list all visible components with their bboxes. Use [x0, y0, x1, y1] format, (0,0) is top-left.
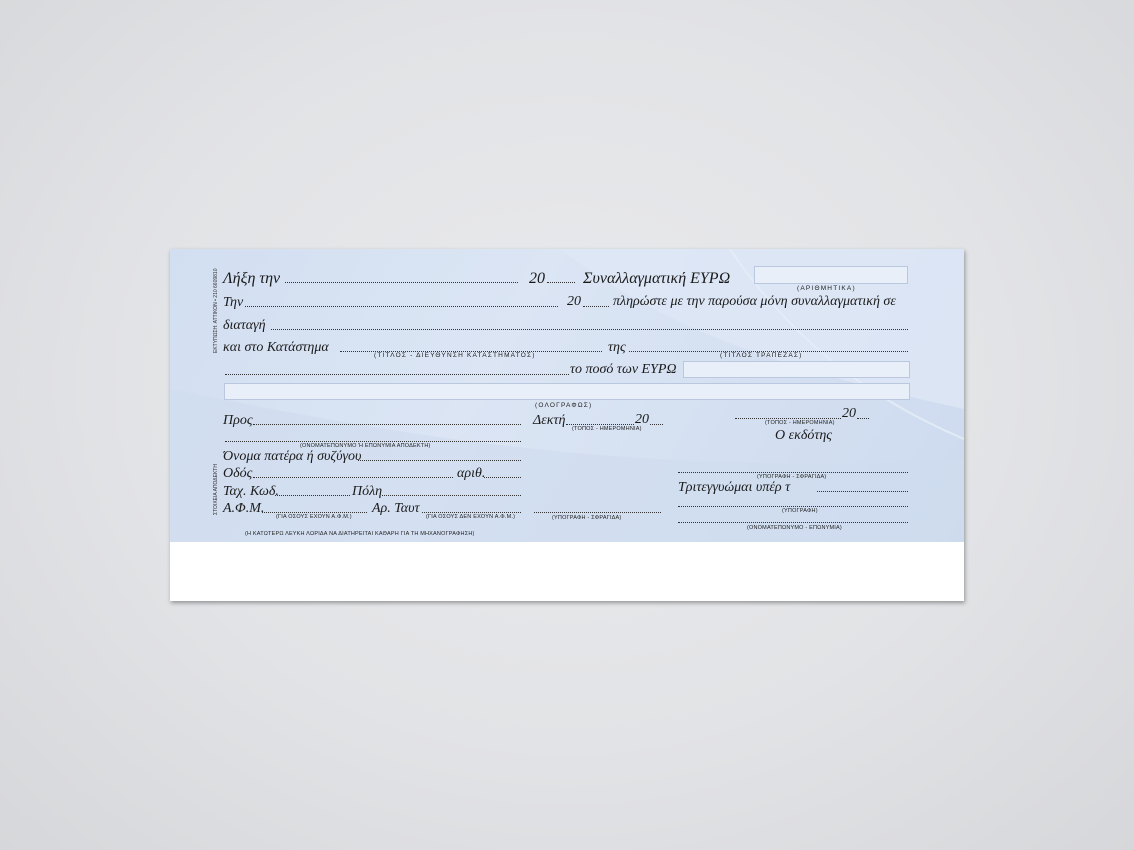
- amount-words-box[interactable]: [224, 383, 910, 400]
- to-label: Προς: [223, 413, 253, 428]
- bottom-note: (Η ΚΑΤΩΤΕΡΩ ΛΕΥΚΗ ΛΩΡΙΔΑ ΝΑ ΔΙΑΤΗΡΕΙΤΑΙ ΚΑΘΑΡΗ ΓΙΑ ΤΗ ΜΗΧΑΝΟΓΡΑΦΗΣΗ): [245, 531, 475, 537]
- acceptance-place-field[interactable]: [566, 424, 634, 425]
- machine-strip: [170, 542, 964, 601]
- amount-words-caption: (ΟΛΟΓΡΑΦΩΣ): [535, 402, 593, 409]
- bank-caption: (ΤΙΤΛΟΣ ΤΡΑΠΕΖΑΣ): [720, 352, 803, 359]
- acceptance-year: 20: [635, 412, 649, 427]
- amount-box[interactable]: [683, 361, 910, 378]
- payee-name-field[interactable]: [225, 441, 521, 442]
- amount-numeric-box[interactable]: [754, 266, 908, 284]
- afm-field[interactable]: [262, 512, 367, 513]
- guarantor-name-caption: (ΟΝΟΜΑΤΕΠΩΝΥΜΟ - ΕΠΩΝΥΜΙΑ): [747, 525, 842, 531]
- number-field[interactable]: [484, 477, 521, 478]
- afm-label: Α.Φ.Μ.: [223, 501, 265, 516]
- pay-date-label: Την: [223, 295, 244, 310]
- acceptance-signature-caption: (ΥΠΟΓΡΑΦΗ - ΣΦΡΑΓΙΔΑ): [552, 515, 622, 521]
- bill-of-exchange-form: [170, 249, 964, 601]
- id-label: Αρ. Ταυτ: [372, 501, 420, 516]
- number-label: αριθ.: [457, 466, 486, 481]
- afm-caption: (ΓΙΑ ΟΣΟΥΣ ΕΧΟΥΝ Α.Φ.Μ.): [276, 514, 352, 520]
- bank-label: της: [608, 340, 626, 355]
- guarantor-field[interactable]: [817, 491, 908, 492]
- pay-instruction-text: πληρώστε με την παρούσα μόνη συναλλαγματική σε: [613, 294, 896, 309]
- pay-year-field[interactable]: [583, 306, 609, 307]
- to-field[interactable]: [253, 424, 521, 425]
- guarantor-signature-caption: (ΥΠΟΓΡΑΦΗ): [782, 508, 818, 514]
- issuer-signature-field[interactable]: [678, 472, 908, 473]
- postal-field[interactable]: [275, 495, 350, 496]
- father-label: Όνομα πατέρα ή συζύγου: [223, 449, 362, 464]
- id-caption: (ΓΙΑ ΟΣΟΥΣ ΔΕΝ ΕΧΟΥΝ Α.Φ.Μ.): [426, 514, 516, 520]
- acceptance-signature-field[interactable]: [534, 512, 661, 513]
- pay-date-field[interactable]: [245, 306, 558, 307]
- guarantor-name-field[interactable]: [678, 522, 908, 523]
- payee-caption: (ΟΝΟΜΑΤΕΠΩΝΥΜΟ Ή ΕΠΩΝΥΜΙΑ ΑΠΟΔΕΚΤΗ): [300, 443, 431, 449]
- issue-place-field[interactable]: [735, 418, 841, 419]
- store-caption: (ΤΙΤΛΟΣ - ΔΙΕΥΘΥΝΣΗ ΚΑΤΑΣΤΗΜΑΤΟΣ): [374, 352, 536, 359]
- issue-year: 20: [842, 406, 856, 421]
- maturity-year: 20: [529, 270, 545, 287]
- guarantor-label: Τριτεγγυώμαι υπέρ τ: [678, 480, 791, 495]
- amount-label: το ποσό των ΕΥΡΩ: [570, 362, 677, 377]
- pay-year: 20: [567, 294, 581, 309]
- issuer-label: Ο εκδότης: [775, 428, 832, 443]
- father-field[interactable]: [358, 460, 521, 461]
- issue-year-field[interactable]: [857, 418, 869, 419]
- amount-words-prefix-field[interactable]: [225, 374, 569, 375]
- street-label: Οδός: [223, 466, 253, 481]
- street-field[interactable]: [253, 477, 453, 478]
- acceptance-label: Δεκτή: [533, 413, 566, 428]
- maturity-label: Λήξη την: [223, 270, 281, 287]
- form-blue-area: [170, 249, 964, 542]
- store-label: και στο Κατάστημα: [223, 340, 329, 355]
- issuer-signature-caption: (ΥΠΟΓΡΑΦΗ - ΣΦΡΑΓΙΔΑ): [757, 474, 827, 480]
- city-field[interactable]: [382, 495, 521, 496]
- side-payee-text: ΣΤΟΙΧΕΙΑ ΑΠΟΔΕΚΤΗ: [213, 464, 219, 515]
- acceptance-place-caption: (ΤΟΠΟΣ - ΗΜΕΡΟΜΗΝΙΑ): [572, 426, 642, 432]
- side-printer-text: ΕΚΤΥΠΩΣΗ: ΑΤΤΙΚΟΝ • 210 6609810: [213, 268, 219, 353]
- maturity-year-field[interactable]: [547, 282, 575, 283]
- id-field[interactable]: [422, 512, 521, 513]
- order-label: διαταγή: [223, 318, 266, 333]
- amount-numeric-caption: (ΑΡΙΘΜΗΤΙΚΑ): [797, 285, 856, 292]
- guarantor-signature-field[interactable]: [678, 506, 908, 507]
- city-label: Πόλη: [352, 484, 383, 499]
- issue-place-caption: (ΤΟΠΟΣ - ΗΜΕΡΟΜΗΝΙΑ): [765, 420, 835, 426]
- postal-label: Ταχ. Κωδ.: [223, 484, 279, 499]
- form-title: Συναλλαγματική ΕΥΡΩ: [583, 270, 731, 287]
- acceptance-year-field[interactable]: [650, 424, 663, 425]
- order-field[interactable]: [271, 329, 908, 330]
- maturity-date-field[interactable]: [285, 282, 518, 283]
